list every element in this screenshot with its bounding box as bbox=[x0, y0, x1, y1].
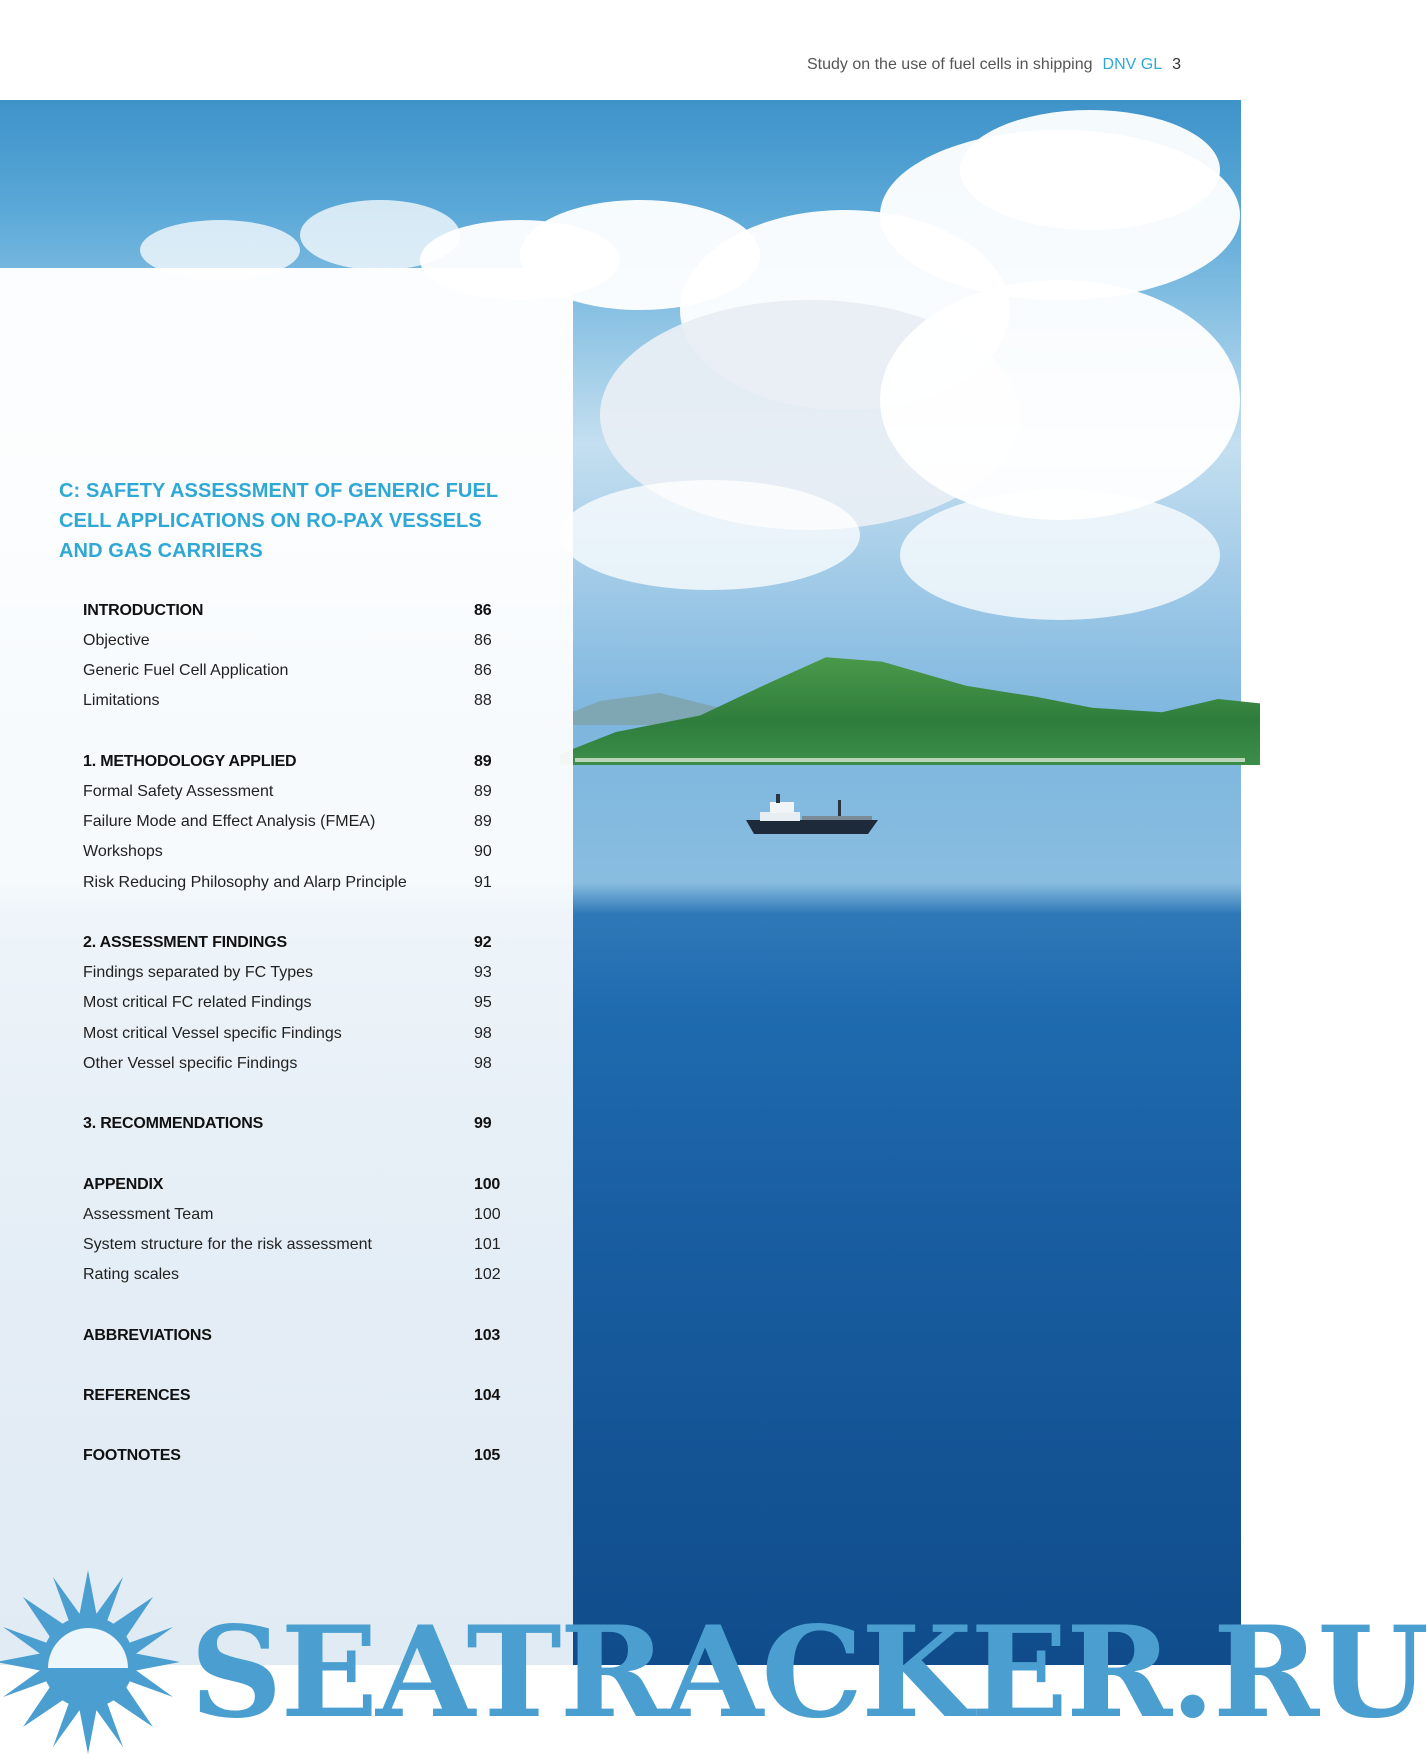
toc-entry[interactable]: Rating scales 102 bbox=[83, 1266, 501, 1283]
toc-entry[interactable]: Workshops 90 bbox=[83, 843, 492, 860]
page-number: 3 bbox=[1172, 56, 1181, 73]
ship-image bbox=[746, 790, 886, 838]
toc-entry[interactable]: Objective 86 bbox=[83, 632, 492, 649]
toc-entry[interactable]: Findings separated by FC Types 93 bbox=[83, 964, 492, 981]
brand-name: DNV GL bbox=[1102, 56, 1163, 73]
toc-entry[interactable]: 1. METHODOLOGY APPLIED 89 bbox=[83, 753, 492, 770]
toc-entry[interactable]: FOOTNOTES 105 bbox=[83, 1447, 501, 1464]
toc-entry[interactable]: 3. RECOMMENDATIONS 99 bbox=[83, 1115, 492, 1132]
page-header bbox=[0, 0, 1241, 100]
toc-entry[interactable]: 2. ASSESSMENT FINDINGS 92 bbox=[83, 934, 492, 951]
toc-entry[interactable]: System structure for the risk assessment 101 bbox=[83, 1236, 501, 1253]
watermark-text: SEATRACKER.RU bbox=[190, 1599, 1427, 1747]
toc-entry[interactable]: Limitations 88 bbox=[83, 692, 492, 709]
toc-entry[interactable]: Most critical Vessel specific Findings 98 bbox=[83, 1025, 492, 1042]
toc-entry[interactable]: Assessment Team 100 bbox=[83, 1206, 501, 1223]
toc-entry[interactable]: Risk Reducing Philosophy and Alarp Principle 91 bbox=[83, 874, 492, 891]
running-header bbox=[807, 56, 1181, 74]
toc-entry[interactable]: ABBREVIATIONS 103 bbox=[83, 1327, 501, 1344]
toc-entry[interactable]: Most critical FC related Findings 95 bbox=[83, 994, 492, 1011]
toc-entry[interactable]: APPENDIX 100 bbox=[83, 1176, 501, 1193]
contents-panel bbox=[0, 268, 573, 1665]
document-title: Study on the use of fuel cells in shipping bbox=[807, 56, 1093, 73]
toc-entry[interactable]: Formal Safety Assessment 89 bbox=[83, 783, 492, 800]
section-title: C: SAFETY ASSESSMENT OF GENERIC FUEL CELL APPLICATIONS ON RO-PAX VESSELS AND GAS CARRIERS bbox=[59, 480, 498, 562]
toc-entry[interactable]: Generic Fuel Cell Application 86 bbox=[83, 662, 492, 679]
toc-entry[interactable]: Failure Mode and Effect Analysis (FMEA) 89 bbox=[83, 813, 492, 830]
toc-entry[interactable]: INTRODUCTION 86 bbox=[83, 602, 492, 619]
toc-entry[interactable]: REFERENCES 104 bbox=[83, 1387, 501, 1404]
toc-entry[interactable]: Other Vessel specific Findings 98 bbox=[83, 1055, 492, 1072]
